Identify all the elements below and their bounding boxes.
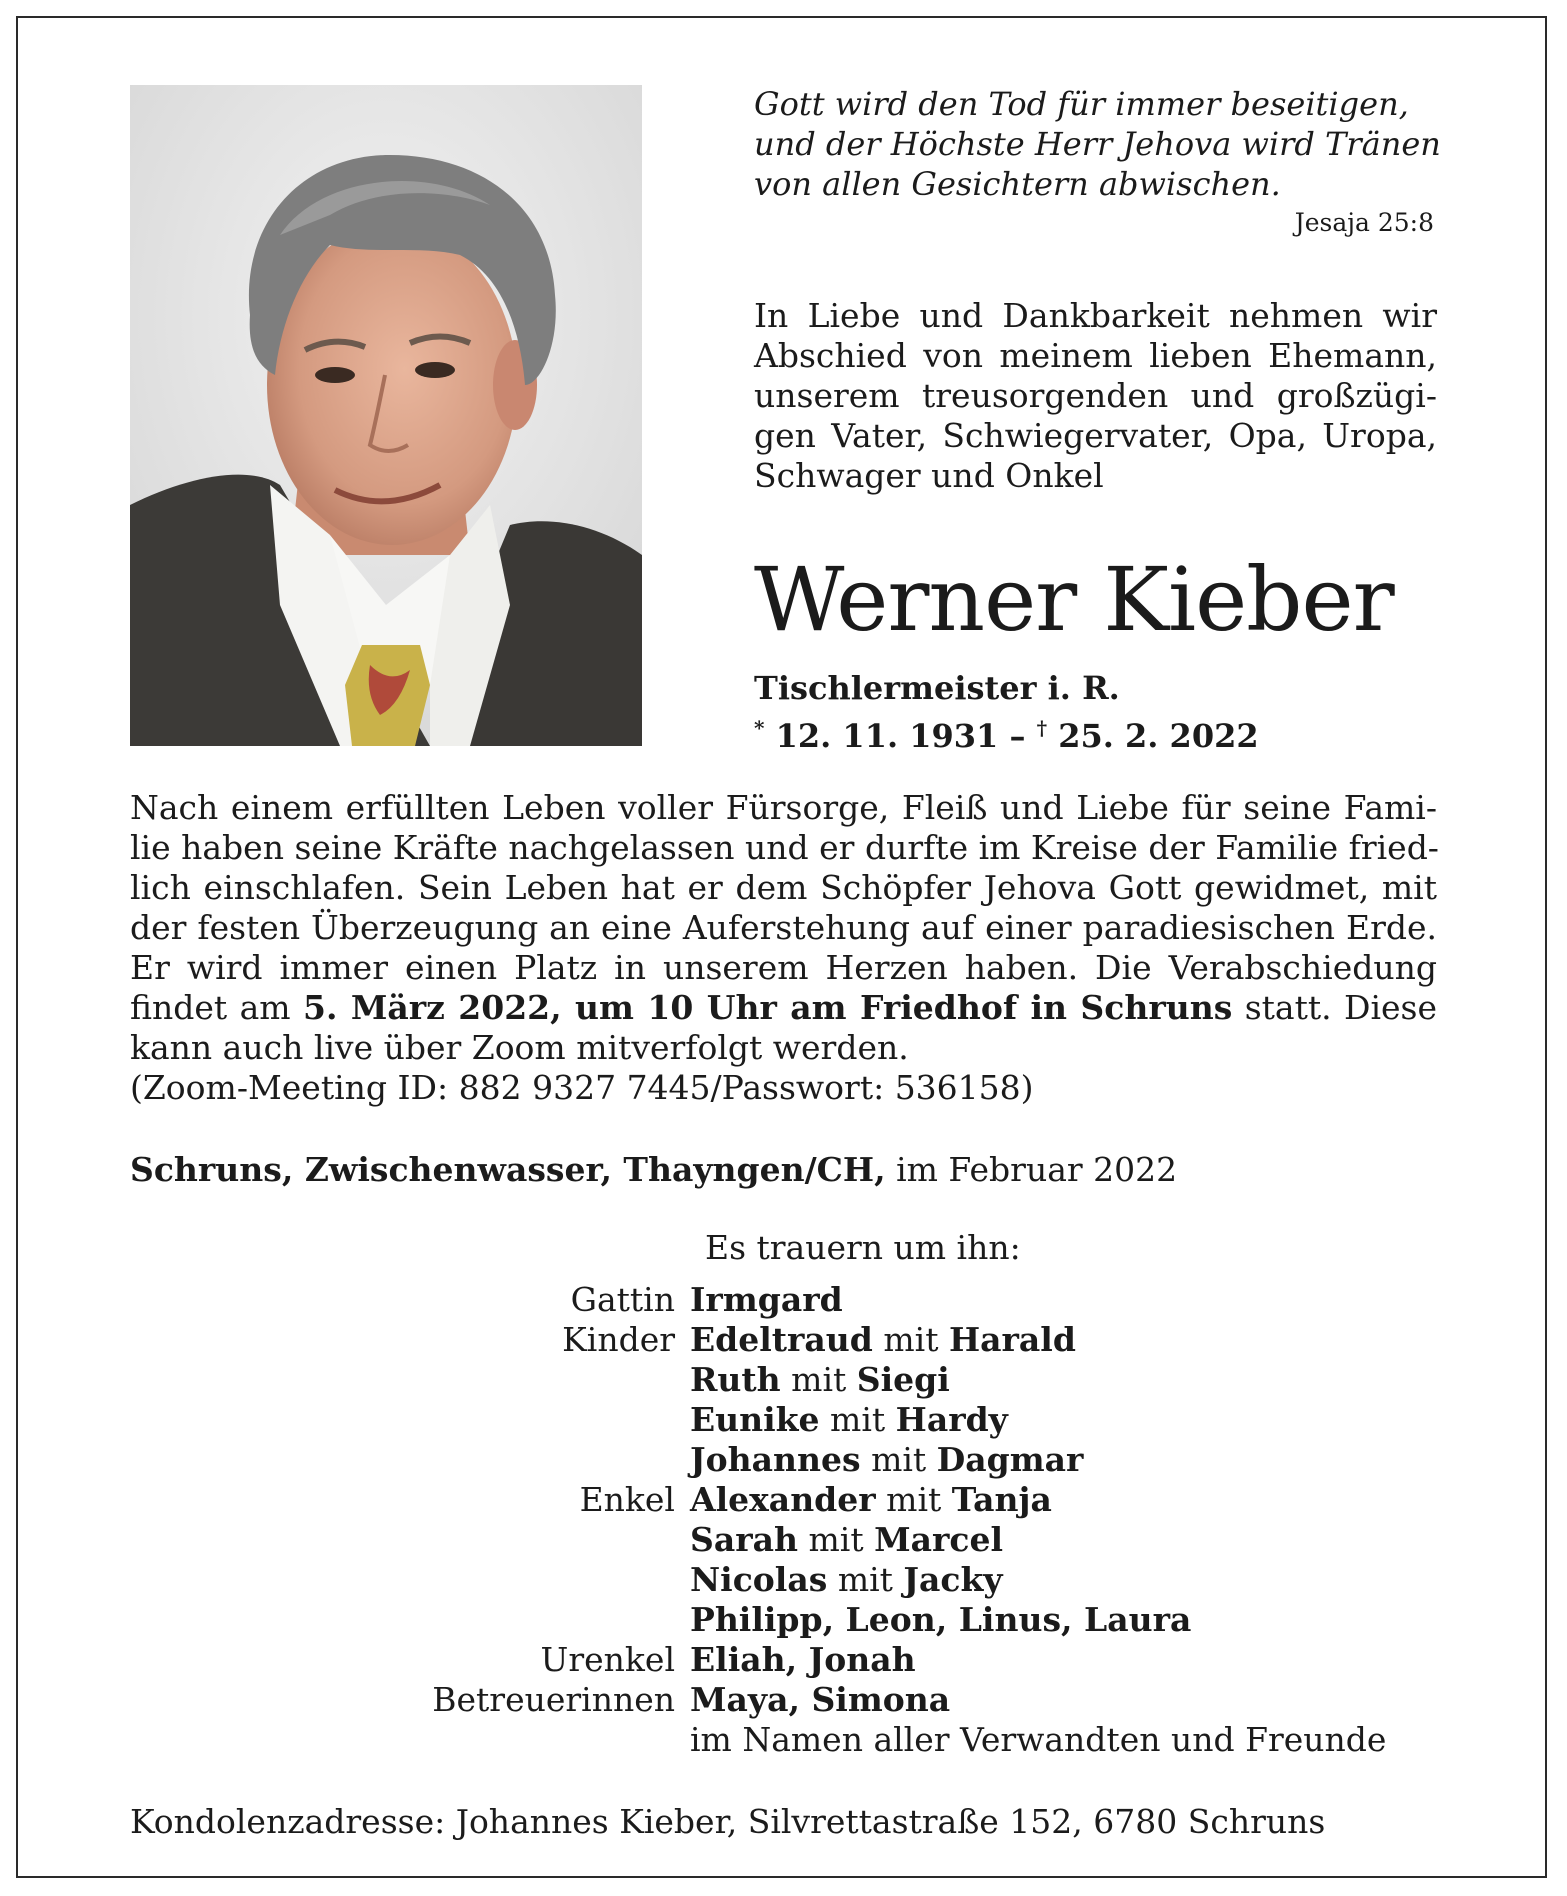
life-dates bbox=[754, 708, 1474, 756]
family-row bbox=[300, 1320, 1386, 1360]
relative-names bbox=[690, 1480, 1052, 1520]
relation-label bbox=[300, 1360, 690, 1400]
intro-line: Abschied von meinem lieben Ehemann, bbox=[754, 336, 1437, 375]
month-year: im Februar 2022 bbox=[885, 1150, 1178, 1189]
paragraph-line: lich einschlafen. Sein Leben hat er dem Schöpfer Jehova Gott gewidmet, mit bbox=[130, 868, 1437, 907]
relative-name: Siegi bbox=[856, 1360, 950, 1399]
quote-citation: Jesaja 25:8 bbox=[1294, 208, 1434, 237]
portrait-photo bbox=[130, 85, 642, 746]
relative-name: Maya, Simona bbox=[690, 1680, 951, 1719]
relative-names bbox=[690, 1560, 1003, 1600]
family-row bbox=[300, 1520, 1386, 1560]
relative-names bbox=[690, 1680, 950, 1720]
relative-name: Philipp, Leon, Linus, Laura bbox=[690, 1600, 1192, 1639]
death-date: 25. 2. 2022 bbox=[1058, 717, 1259, 755]
family-row bbox=[300, 1360, 1386, 1400]
relative-names bbox=[690, 1360, 950, 1400]
family-row bbox=[300, 1440, 1386, 1480]
birth-star-icon: * bbox=[754, 716, 765, 740]
intro-text bbox=[754, 296, 1437, 496]
intro-line: Schwager und Onkel bbox=[754, 456, 1104, 495]
mit-word: mit bbox=[830, 1400, 886, 1439]
family-list bbox=[300, 1280, 1386, 1760]
relation-label: Kinder bbox=[562, 1320, 675, 1359]
text-run: statt. Diese bbox=[1232, 988, 1438, 1027]
intro-line: unserem treusorgenden und großzügi- bbox=[754, 376, 1437, 415]
mit-word: mit bbox=[886, 1480, 942, 1519]
relative-name: Eunike bbox=[690, 1400, 820, 1439]
relative-name: Marcel bbox=[874, 1520, 1004, 1559]
paragraph-line: der festen Überzeugung an eine Auferstehung auf einer paradiesischen Erde. bbox=[130, 908, 1437, 947]
family-row bbox=[300, 1280, 1386, 1320]
relative-names bbox=[690, 1400, 1008, 1440]
relative-name: Dagmar bbox=[936, 1440, 1084, 1479]
relative-name: Ruth bbox=[690, 1360, 781, 1399]
relative-names bbox=[690, 1280, 843, 1320]
paragraph-line: Nach einem erfüllten Leben voller Fürsorge, Fleiß und Liebe für seine Fami- bbox=[130, 788, 1437, 827]
relative-name: Hardy bbox=[895, 1400, 1008, 1439]
family-row bbox=[300, 1680, 1386, 1720]
relative-names bbox=[690, 1440, 1083, 1480]
mit-word: mit bbox=[871, 1440, 927, 1479]
relation-label: Gattin bbox=[570, 1280, 675, 1319]
obituary-paragraph bbox=[130, 788, 1437, 1108]
places: Schruns, Zwischenwasser, Thayngen/CH, bbox=[130, 1150, 886, 1189]
paragraph-line: Er wird immer einen Platz in unserem Herzen haben. Die Verabschiedung bbox=[130, 948, 1437, 987]
mit-word: mit bbox=[791, 1360, 847, 1399]
relation-label: Enkel bbox=[579, 1480, 675, 1519]
family-row bbox=[300, 1600, 1386, 1640]
relative-name: Irmgard bbox=[690, 1280, 843, 1319]
mourners-heading: Es trauern um ihn: bbox=[705, 1228, 1021, 1267]
relative-names bbox=[690, 1640, 916, 1680]
relation-label: Urenkel bbox=[540, 1640, 675, 1679]
family-row bbox=[300, 1560, 1386, 1600]
funeral-details: 5. März 2022, um 10 Uhr am Friedhof in Schruns bbox=[302, 988, 1233, 1027]
relative-name: Nicolas bbox=[690, 1560, 828, 1599]
quote-line: von allen Gesichtern abwischen. bbox=[754, 165, 1281, 203]
relation-label bbox=[300, 1600, 690, 1640]
paragraph-line: lie haben seine Kräfte nachgelassen und er durfte im Kreise der Familie fried- bbox=[130, 828, 1439, 867]
intro-line: gen Vater, Schwiegervater, Opa, Uropa, bbox=[754, 416, 1437, 455]
family-row bbox=[300, 1480, 1386, 1520]
relation-label bbox=[300, 1440, 690, 1480]
family-row bbox=[300, 1640, 1386, 1680]
relative-name: Johannes bbox=[690, 1440, 861, 1479]
mit-word: mit bbox=[808, 1520, 864, 1559]
intro-line: In Liebe und Dankbarkeit nehmen wir bbox=[754, 296, 1437, 335]
relative-name: Tanja bbox=[951, 1480, 1052, 1519]
relation-label bbox=[300, 1560, 690, 1600]
relative-name: Sarah bbox=[690, 1520, 798, 1559]
relative-name: Eliah, Jonah bbox=[690, 1640, 916, 1679]
relative-names bbox=[690, 1520, 1003, 1560]
deceased-name: Werner Kieber bbox=[754, 548, 1394, 651]
paragraph-line: kann auch live über Zoom mitverfolgt werden. bbox=[130, 1028, 909, 1067]
mit-word: mit bbox=[883, 1320, 939, 1359]
quote-line: Gott wird den Tod für immer beseitigen, bbox=[754, 85, 1409, 123]
deceased-title: Tischlermeister i. R. bbox=[754, 669, 1120, 707]
relative-names bbox=[690, 1320, 1076, 1360]
relative-name: Alexander bbox=[690, 1480, 876, 1519]
family-row bbox=[300, 1720, 1386, 1760]
relation-label bbox=[300, 1400, 690, 1440]
closing-line: im Namen aller Verwandten und Freunde bbox=[690, 1720, 1387, 1759]
date-dash: – bbox=[998, 717, 1037, 755]
bible-quote bbox=[754, 84, 1474, 204]
mit-word: mit bbox=[837, 1560, 893, 1599]
relative-name: Edeltraud bbox=[690, 1320, 873, 1359]
family-row bbox=[300, 1400, 1386, 1440]
relative-name: Jacky bbox=[903, 1560, 1003, 1599]
condolence-address: Kondolenzadresse: Johannes Kieber, Silvrettastraße 152, 6780 Schruns bbox=[130, 1802, 1326, 1841]
quote-line: und der Höchste Herr Jehova wird Tränen bbox=[754, 125, 1441, 163]
zoom-info: (Zoom-Meeting ID: 882 9327 7445/Passwort: 536158) bbox=[130, 1068, 1034, 1107]
paragraph-line bbox=[130, 988, 1437, 1028]
place-date bbox=[130, 1150, 1177, 1190]
birth-date: 12. 11. 1931 bbox=[775, 717, 999, 755]
relation-label bbox=[300, 1520, 690, 1560]
text-run: findet am bbox=[130, 988, 303, 1027]
relative-names bbox=[690, 1600, 1191, 1640]
relation-label: Betreuerinnen bbox=[432, 1680, 675, 1719]
relative-name: Harald bbox=[948, 1320, 1076, 1359]
relation-label bbox=[300, 1720, 690, 1760]
death-cross-icon: † bbox=[1036, 716, 1048, 740]
